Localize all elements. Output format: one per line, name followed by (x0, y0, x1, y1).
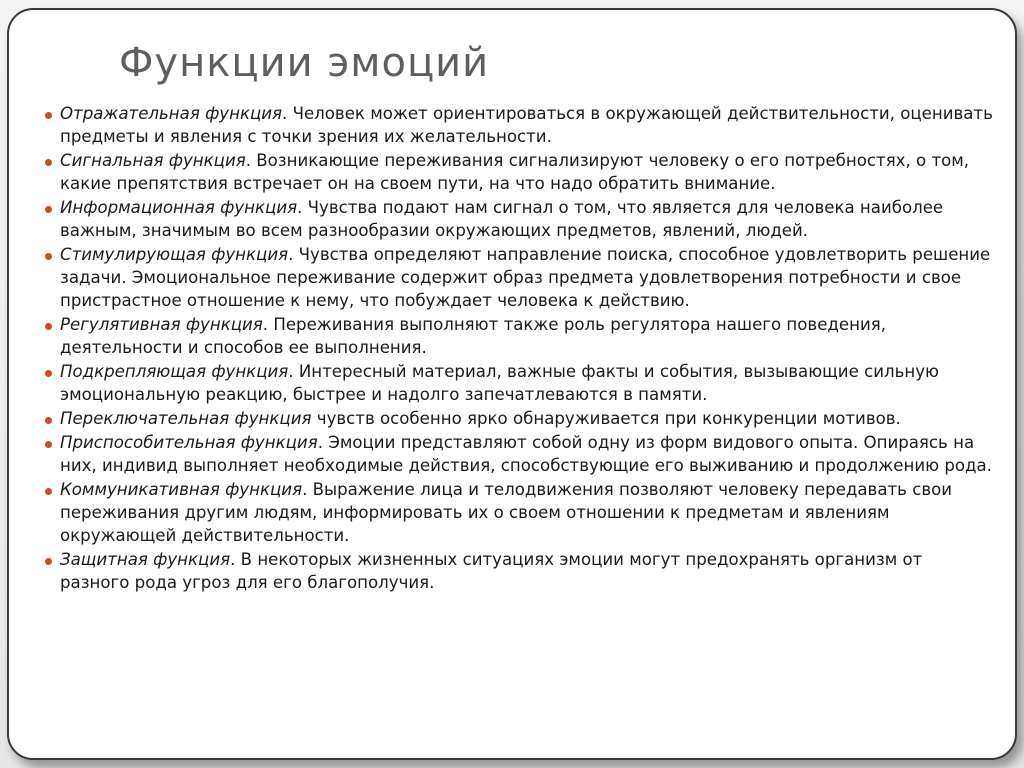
item-term: Переключательная функция (60, 409, 312, 428)
item-term: Защитная функция (60, 550, 231, 569)
item-text: . Человек может ориентироваться в окружающей действительности, оценивать предметы и явления с точки зрения их желательности. (60, 104, 993, 146)
item-text: . Интересный материал, важные факты и события, вызывающие сильную эмоциональную реакцию, быстрее и надолго запечатлеваются в памяти. (60, 362, 940, 404)
list-item (45, 243, 995, 312)
item-term: Стимулирующая функция (60, 245, 289, 264)
item-term: Сигнальная функция (60, 151, 246, 170)
list-item (45, 196, 995, 242)
item-text: . Выражение лица и телодвижения позволяют человеку передавать свои переживания другим людям, информировать их о своем отношении к предметам и явлениям окружающей действительности. (60, 480, 953, 545)
bullet-icon (45, 323, 52, 330)
bullet-icon (45, 159, 52, 166)
bullet-icon (45, 206, 52, 213)
item-text: . Эмоции представляют собой одну из форм видового опыта. Опираясь на них, индивид выполняет необходимые действия, способствующие его выживанию и продолжению рода. (60, 433, 992, 475)
bullet-icon (45, 253, 52, 260)
item-term: Приспособительная функция (60, 433, 318, 452)
bullet-icon (45, 370, 52, 377)
item-text: чувств особенно ярко обнаруживается при конкуренции мотивов. (311, 409, 901, 428)
item-term: Информационная функция (60, 198, 298, 217)
list-item (45, 360, 995, 406)
bullet-icon (45, 488, 52, 495)
bullet-icon (45, 417, 52, 424)
item-text: . Переживания выполняют также роль регулятора нашего поведения, деятельности и способов ее выполнения. (60, 315, 886, 357)
item-term: Подкрепляющая функция (60, 362, 289, 381)
item-term: Коммуникативная функция (60, 480, 303, 499)
list-item (45, 149, 995, 195)
bullet-icon (45, 441, 52, 448)
item-text: . Чувства подают нам сигнал о том, что является для человека наиболее важным, значимым во всем разнообразии окружающих предметов, явлений, людей. (60, 198, 944, 240)
slide-title: Функции эмоций (119, 40, 490, 86)
list-item (45, 548, 995, 594)
slide-frame (7, 8, 1017, 760)
list-item (45, 431, 995, 477)
bullet-icon (45, 112, 52, 119)
item-term: Регулятивная функция (60, 315, 263, 334)
bullet-icon (45, 558, 52, 565)
item-text: . Чувства определяют направление поиска, способное удовлетворить решение задачи. Эмоциональное переживание содержит образ предмета удовлетворения потребности и свое пристрастное отношение к нему, что побуждает человека к действию. (60, 245, 991, 310)
list-item (45, 313, 995, 359)
list-item (45, 478, 995, 547)
item-text: . Возникающие переживания сигнализируют человеку о его потребностях, о том, какие препятствия встречает он на своем пути, на что надо обратить внимание. (60, 151, 970, 193)
list-item (45, 407, 995, 430)
list-item (45, 102, 995, 148)
functions-list (45, 102, 995, 595)
item-term: Отражательная функция (60, 104, 283, 123)
item-text: . В некоторых жизненных ситуациях эмоции могут предохранять организм от разного рода угроз для его благополучия. (60, 550, 923, 592)
